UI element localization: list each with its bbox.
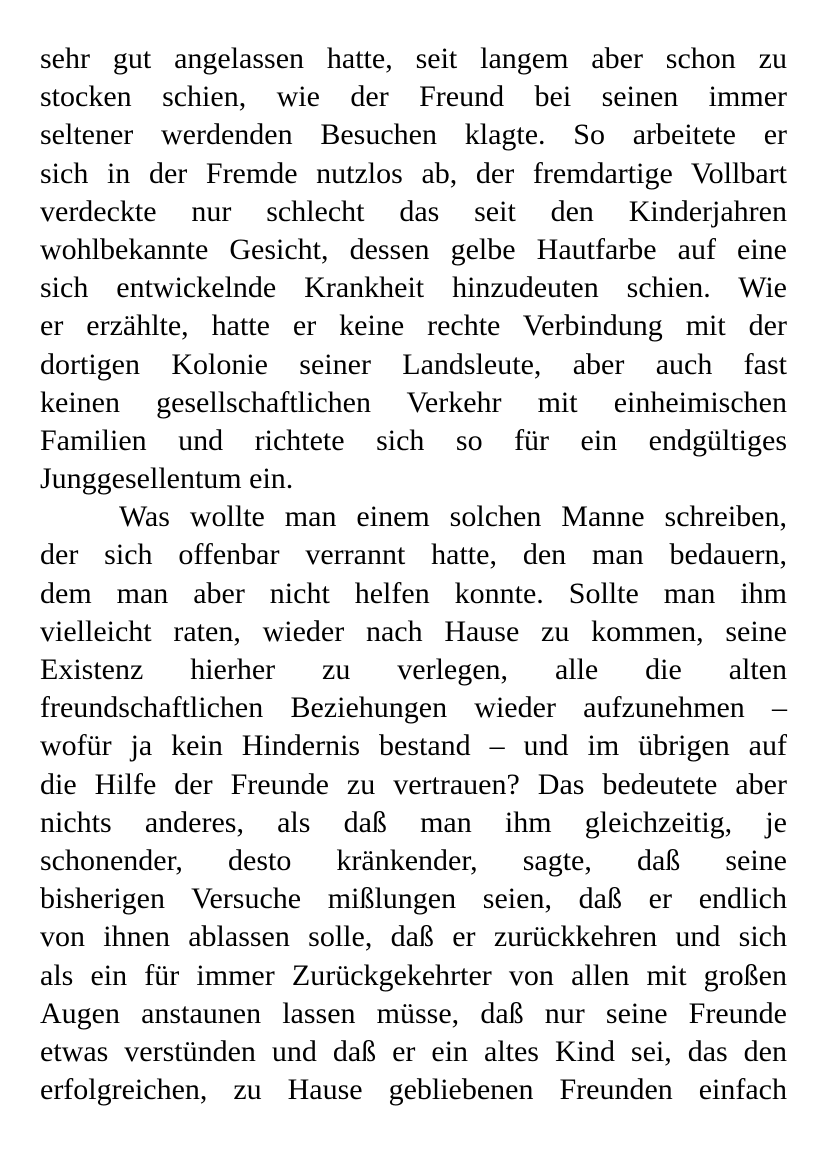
text-line: sehr gut angelassen hatte, seit langem aber schon zu — [40, 42, 787, 75]
text-line: die Hilfe der Freunde zu vertrauen? Das bedeutete aber — [40, 767, 787, 801]
text-line: sich entwickelnde Krankheit hinzudeuten schien. Wie — [40, 271, 787, 305]
text-line: etwas verstünden und daß er ein altes Kind sei, das den — [40, 1034, 787, 1068]
text-line: von ihnen ablassen solle, daß er zurückkehren und sich — [40, 920, 787, 954]
text-line: bisherigen Versuche mißlungen seien, daß er endlich — [40, 882, 787, 916]
text-line: sich in der Fremde nutzlos ab, der fremdartige Vollbart — [40, 156, 787, 190]
text-line: Familien und richtete sich so für ein endgültiges — [40, 423, 787, 457]
text-line: seltener werdenden Besuchen klagte. So arbeitete er — [40, 118, 787, 152]
text-line: er erzählte, hatte er keine rechte Verbindung mit der — [40, 309, 787, 343]
text-line: schonender, desto kränkender, sagte, daß seine — [40, 843, 787, 877]
text-line: nichts anderes, als daß man ihm gleichzeitig, je — [40, 805, 787, 839]
text-line: erfolgreichen, zu Hause gebliebenen Freunden einfach — [40, 1073, 787, 1107]
text-line: Existenz hierher zu verlegen, alle die alten — [40, 653, 787, 686]
text-line: dem man aber nicht helfen konnte. Sollte man ihm — [40, 576, 787, 610]
text-line: wofür ja kein Hindernis bestand – und im übrigen auf — [40, 729, 787, 763]
text-line: freundschaftlichen Beziehungen wieder aufzunehmen – — [40, 691, 787, 725]
text-line: Was wollte man einem solchen Manne schreiben, — [119, 500, 787, 534]
paragraph-1 — [40, 40, 787, 498]
text-line: Augen anstaunen lassen müsse, daß nur seine Freunde — [40, 996, 787, 1030]
text-line: der sich offenbar verrannt hatte, den man bedauern, — [40, 538, 787, 572]
text-line: verdeckte nur schlecht das seit den Kinderjahren — [40, 194, 787, 228]
text-line: keinen gesellschaftlichen Verkehr mit einheimischen — [40, 385, 787, 419]
text-line: vielleicht raten, wieder nach Hause zu kommen, seine — [40, 614, 787, 648]
text-line: dortigen Kolonie seiner Landsleute, aber auch fast — [40, 347, 787, 381]
text-line: Junggesellentum ein. — [40, 462, 294, 496]
document-page — [40, 40, 787, 1109]
text-line: wohlbekannte Gesicht, dessen gelbe Hautfarbe auf eine — [40, 232, 787, 266]
text-line: als ein für immer Zurückgekehrter von allen mit großen — [40, 958, 787, 992]
paragraph-2 — [40, 498, 787, 1109]
text-line: stocken schien, wie der Freund bei seinen immer — [40, 80, 787, 114]
